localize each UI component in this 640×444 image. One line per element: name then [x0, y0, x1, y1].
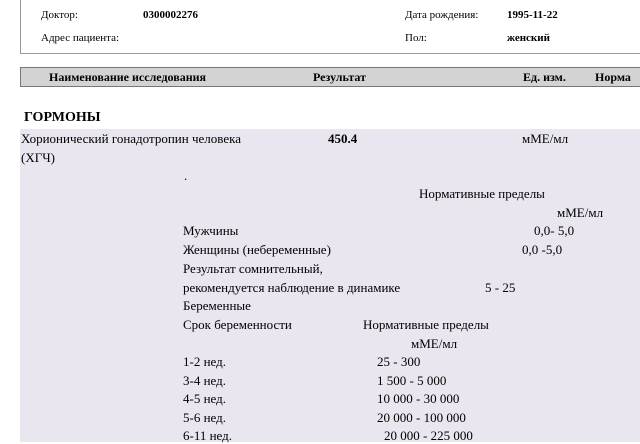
reference-heading: Нормативные пределы: [419, 186, 545, 201]
test-result-value: 450.4: [328, 131, 358, 146]
doctor-label: Доктор:: [41, 9, 78, 21]
week-term: 4-5 нед.: [183, 391, 226, 406]
doubtful-line1: Результат сомнительный,: [183, 261, 323, 276]
men-label: Мужчины: [183, 223, 239, 238]
sex-label: Пол:: [405, 32, 427, 44]
dob-label: Дата рождения:: [405, 9, 479, 21]
sex-value: женский: [507, 32, 550, 44]
women-label: Женщины (небеременные): [183, 242, 331, 257]
term-norm-unit: мМЕ/мл: [411, 336, 458, 351]
pregnant-label: Беременные: [183, 298, 251, 313]
section-title: ГОРМОНЫ: [24, 110, 101, 125]
test-name-line1: Хорионический гонадотропин человека: [21, 131, 241, 146]
column-name-header: Наименование исследования: [49, 70, 207, 84]
week-range: 20 000 - 225 000: [384, 428, 473, 443]
men-value: 0,0- 5,0: [534, 223, 575, 238]
doubtful-line2: рекомендуется наблюдение в динамике: [183, 280, 401, 295]
doctor-value: 0300002276: [143, 9, 198, 21]
test-name-line2: (ХГЧ): [21, 150, 56, 165]
week-term: 6-11 нед.: [183, 428, 233, 443]
week-term: 5-6 нед.: [183, 410, 226, 425]
week-range: 25 - 300: [377, 354, 421, 369]
test-unit: мМЕ/мл: [522, 131, 569, 146]
column-norm-header: Норма: [595, 70, 631, 84]
term-label: Срок беременности: [183, 317, 292, 332]
women-value: 0,0 -5,0: [522, 242, 563, 257]
column-result-header: Результат: [313, 70, 367, 84]
week-range: 10 000 - 30 000: [377, 391, 460, 406]
week-term: 3-4 нед.: [183, 373, 226, 388]
results-column-header: [20, 67, 640, 87]
dot-marker: .: [184, 168, 188, 183]
reference-unit: мМЕ/мл: [557, 205, 604, 220]
address-label: Адрес пациента:: [41, 32, 120, 44]
week-range: 20 000 - 100 000: [377, 410, 466, 425]
dob-value: 1995-11-22: [507, 9, 558, 21]
week-term: 1-2 нед.: [183, 354, 226, 369]
week-range: 1 500 - 5 000: [377, 373, 447, 388]
column-unit-header: Ед. изм.: [523, 70, 566, 84]
doubtful-value: 5 - 25: [485, 280, 516, 295]
term-norm-heading: Нормативные пределы: [363, 317, 489, 332]
